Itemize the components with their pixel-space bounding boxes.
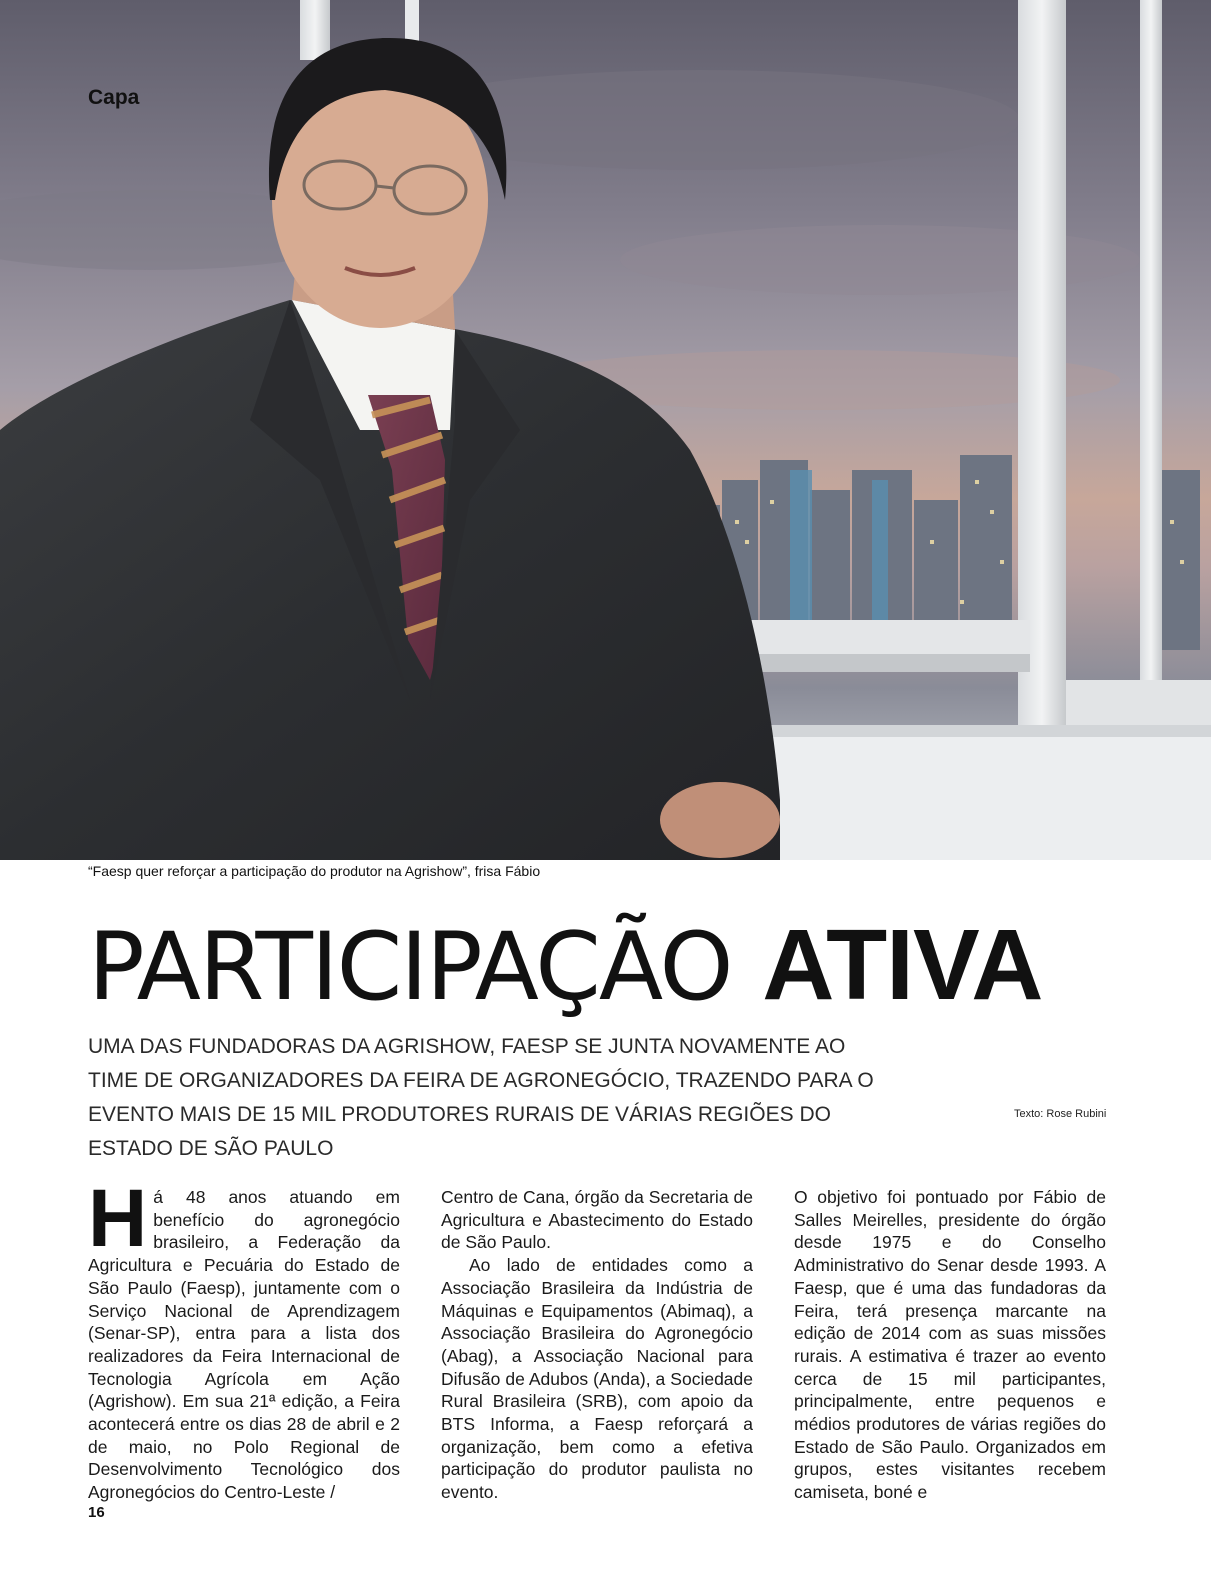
body-text: á 48 anos atuando em benefício do agronegócio brasileiro, a Federação da Agricultura e Pecuária do Estado de São Paulo (Faesp), juntamente com o Serviço Nacional de Aprendizagem (Senar-SP), entra para a lista dos realizadores da Feira Internacional de Tecnologia Agrícola em Ação (Agrishow). Em sua 21ª edição, a Feira acontecerá entre os dias 28 de abril e 2 de maio, no Polo Regional de Desenvolvimento Tecnológico dos Agronegócios do Centro-Leste / [88, 1187, 400, 1503]
body-column-1 [88, 1173, 400, 1504]
photo-caption: “Faesp quer reforçar a participação do produtor na Agrishow”, frisa Fábio [88, 863, 541, 879]
headline [88, 900, 1128, 1033]
body-column-2 [441, 1186, 753, 1504]
page-number: 16 [88, 1504, 105, 1521]
drop-cap: H [88, 1173, 148, 1264]
headline-light-word: PARTICIPAÇÃO [88, 913, 732, 1022]
body-paragraph: Ao lado de entidades como a Associação Brasileira da Indústria de Máquinas e Equipamentos (Abimaq), a Associação Brasileira do Agronegócio (Abag), a Associação Nacional para Difusão de Adubos (Anda), a Sociedade Rural Brasileira (SRB), com apoio da BTS Informa, a Faesp reforçará a organização, bem como a efetiva participação do produtor paulista no evento. [441, 1255, 753, 1503]
body-paragraph: O objetivo foi pontuado por Fábio de Salles Meirelles, presidente do órgão desde 1975 e do Conselho Administrativo do Senar desde 1993. A Faesp, que é uma das fundadoras da Feira, terá presença marcante na edição de 2014 com as suas missões rurais. A estimativa é trazer ao evento cerca de 15 mil participantes, principalmente, entre pequenos e médios produtores de várias regiões do Estado de São Paulo. Organizados em grupos, estes visitantes recebem camiseta, boné e [794, 1187, 1106, 1503]
body-paragraph [88, 1173, 400, 1504]
article-deck: UMA DAS FUNDADORAS DA AGRISHOW, FAESP SE JUNTA NOVAMENTE AO TIME DE ORGANIZADORES DA FEIRA DE AGRONEGÓCIO, TRAZENDO PARA O EVENTO MAIS DE 15 MIL PRODUTORES RURAIS DE VÁRIAS REGIÕES DO ESTADO DE SÃO PAULO [88, 1035, 874, 1160]
body-paragraph: Centro de Cana, órgão da Secretaria de Agricultura e Abastecimento do Estado de São Paulo. [441, 1187, 753, 1253]
headline-bold-word: ATIVA [762, 909, 1043, 1021]
body-column-3 [794, 1186, 1106, 1504]
section-label: Capa [88, 86, 140, 109]
author-credit: Texto: Rose Rubini [1014, 1108, 1107, 1120]
